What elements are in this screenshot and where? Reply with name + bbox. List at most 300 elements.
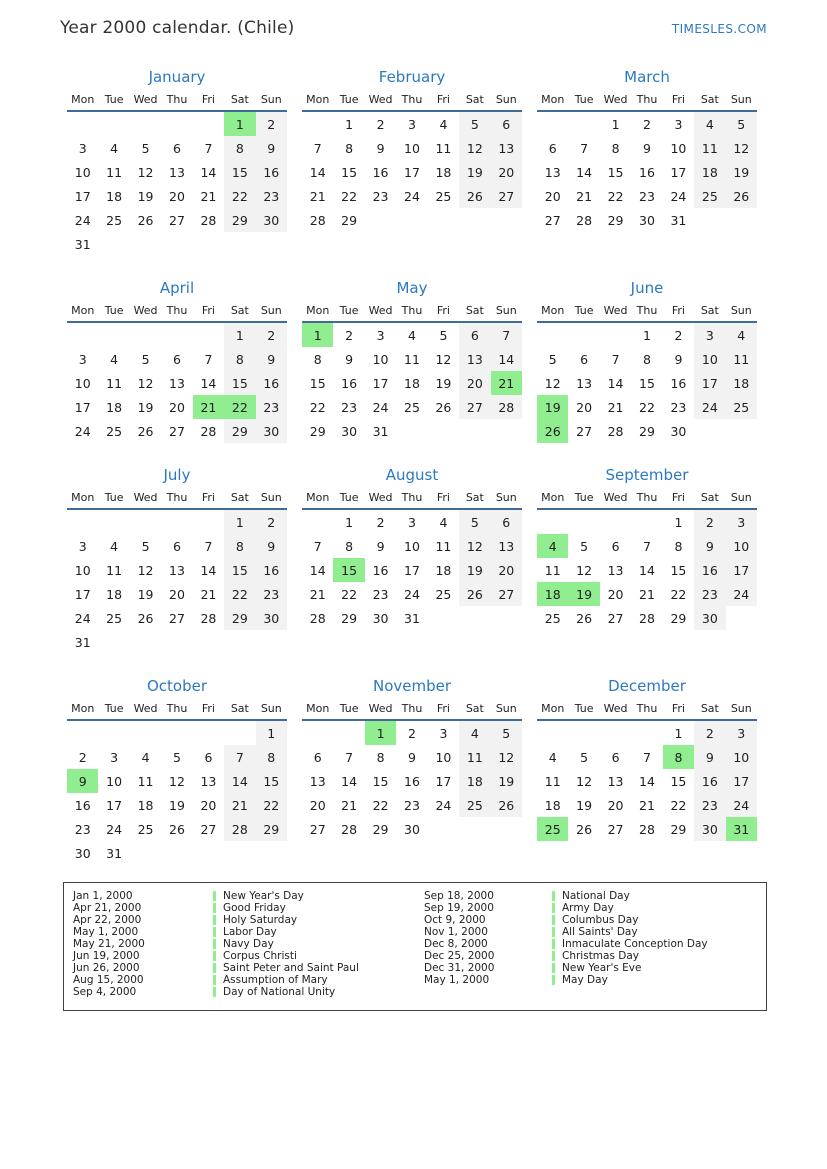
month-title: November — [372, 677, 452, 695]
empty-cell — [224, 630, 255, 654]
day-cell: 12 — [137, 375, 154, 391]
holiday-marker-bar — [552, 963, 555, 973]
month-title: December — [608, 677, 686, 695]
day-cell: 6 — [173, 140, 181, 156]
day-cell: 13 — [544, 164, 561, 180]
day-cell: 13 — [309, 773, 326, 789]
day-cell: 7 — [204, 351, 213, 367]
day-cell: 28 — [341, 821, 358, 837]
empty-cell — [130, 630, 161, 654]
day-cell: 24 — [435, 797, 452, 813]
holiday-marker-bar — [213, 987, 216, 997]
day-cell: 30 — [670, 423, 687, 439]
weekday-label: Mon — [71, 491, 95, 504]
holiday-day-cell: 18 — [537, 582, 568, 606]
legend-row — [73, 938, 424, 950]
day-cell: 21 — [341, 797, 358, 813]
legend-date: Sep 19, 2000 — [424, 902, 494, 914]
month-title: May — [396, 279, 428, 297]
holiday-day-cell: 9 — [67, 769, 98, 793]
empty-cell — [256, 232, 287, 256]
day-cell: 11 — [404, 351, 420, 367]
month-january — [67, 66, 287, 256]
day-cell: 16 — [256, 558, 287, 582]
day-cell: 9 — [643, 140, 651, 156]
empty-cell — [130, 232, 161, 256]
weeks-grid — [302, 510, 522, 630]
day-cell: 17 — [404, 562, 420, 578]
day-cell: 25 — [435, 188, 452, 204]
day-cell: 7 — [491, 323, 522, 347]
weekday-label: Sun — [260, 304, 282, 317]
day-cell: 17 — [670, 164, 687, 180]
day-cell: 24 — [670, 188, 687, 204]
weekday-label: Fri — [436, 702, 450, 715]
day-cell: 17 — [74, 188, 91, 204]
empty-cell — [161, 510, 192, 534]
day-cell: 21 — [639, 797, 655, 813]
day-cell: 2 — [376, 116, 385, 132]
day-cell: 17 — [74, 586, 91, 602]
day-cell: 24 — [74, 212, 91, 228]
day-cell: 5 — [548, 351, 557, 367]
weeks-grid — [67, 112, 287, 256]
weekday-label: Tue — [104, 702, 124, 715]
day-cell: 9 — [256, 347, 287, 371]
weekday-label: Sun — [260, 491, 282, 504]
empty-cell — [193, 510, 224, 534]
day-cell: 24 — [726, 793, 757, 817]
day-cell: 29 — [341, 610, 358, 626]
day-cell: 14 — [639, 562, 655, 578]
day-cell: 30 — [256, 606, 287, 630]
day-cell: 25 — [137, 821, 154, 837]
empty-cell — [130, 510, 161, 534]
page-title: Year 2000 calendar. (Chile) — [60, 18, 295, 38]
month-november — [302, 675, 522, 865]
day-cell: 15 — [639, 375, 655, 391]
day-cell: 24 — [74, 610, 91, 626]
empty-cell — [302, 510, 333, 534]
day-cell: 21 — [309, 586, 326, 602]
day-cell: 27 — [169, 610, 185, 626]
day-cell: 15 — [309, 375, 326, 391]
day-cell: 11 — [137, 773, 154, 789]
legend-date: Sep 4, 2000 — [73, 986, 137, 998]
day-cell: 27 — [309, 821, 326, 837]
weekday-label: Wed — [603, 491, 628, 504]
day-cell: 5 — [141, 140, 150, 156]
weekday-label: Fri — [671, 702, 685, 715]
day-cell: 5 — [459, 112, 490, 136]
day-cell: 10 — [74, 562, 91, 578]
holiday-marker-bar — [213, 939, 216, 949]
empty-cell — [98, 510, 129, 534]
legend-holiday-name: Navy Day — [223, 938, 274, 950]
day-cell: 15 — [224, 558, 255, 582]
day-cell: 4 — [110, 538, 119, 554]
day-cell: 8 — [345, 140, 354, 156]
day-cell: 23 — [404, 797, 420, 813]
holiday-marker-bar — [213, 891, 216, 901]
day-cell: 4 — [141, 749, 150, 765]
day-cell: 26 — [459, 582, 490, 606]
empty-cell — [568, 112, 599, 136]
holiday-marker-bar — [552, 903, 555, 913]
day-cell: 25 — [435, 586, 452, 602]
empty-cell — [67, 323, 98, 347]
legend-row — [73, 914, 424, 926]
day-cell: 1 — [674, 725, 683, 741]
day-cell: 22 — [670, 797, 687, 813]
day-cell: 26 — [169, 821, 185, 837]
empty-cell — [568, 510, 599, 534]
weekday-label: Fri — [671, 304, 685, 317]
legend-holiday-name: Day of National Unity — [223, 986, 336, 998]
day-cell: 20 — [169, 188, 185, 204]
day-cell: 4 — [110, 351, 119, 367]
month-june — [537, 277, 757, 443]
day-cell: 17 — [726, 769, 757, 793]
day-cell: 17 — [435, 773, 452, 789]
empty-cell — [161, 841, 192, 865]
legend-date: Jun 26, 2000 — [73, 962, 140, 974]
legend-date: May 21, 2000 — [73, 938, 145, 950]
holiday-marker-bar — [552, 939, 555, 949]
weekday-label: Sat — [465, 491, 484, 504]
day-cell: 14 — [309, 562, 326, 578]
day-cell: 5 — [580, 749, 589, 765]
empty-cell — [568, 323, 599, 347]
day-cell: 10 — [670, 140, 687, 156]
day-cell: 23 — [694, 582, 725, 606]
day-cell: 6 — [204, 749, 213, 765]
day-cell: 1 — [345, 514, 354, 530]
holiday-day-cell: 22 — [224, 395, 255, 419]
day-cell: 28 — [224, 817, 255, 841]
day-cell: 20 — [200, 797, 217, 813]
weekday-label: Fri — [436, 304, 450, 317]
brand-link[interactable]: TIMESLES.COM — [671, 22, 767, 36]
holiday-marker-bar — [213, 963, 216, 973]
day-cell: 20 — [576, 399, 593, 415]
empty-cell — [491, 419, 522, 443]
weeks-grid — [302, 323, 522, 443]
day-cell: 29 — [607, 212, 624, 228]
day-cell: 23 — [372, 188, 389, 204]
day-cell: 31 — [404, 610, 420, 626]
day-cell: 8 — [376, 749, 385, 765]
weekday-header — [302, 90, 522, 112]
day-cell: 5 — [439, 327, 448, 343]
day-cell: 11 — [106, 164, 123, 180]
day-cell: 15 — [256, 769, 287, 793]
day-cell: 25 — [694, 184, 725, 208]
legend-date: May 1, 2000 — [424, 974, 490, 986]
legend-holiday-name: New Year's Day — [223, 890, 304, 902]
day-cell: 11 — [435, 140, 452, 156]
legend-holiday-name: New Year's Eve — [562, 962, 642, 974]
empty-cell — [459, 817, 490, 841]
day-cell: 9 — [408, 749, 416, 765]
weekday-label: Tue — [574, 491, 594, 504]
day-cell: 16 — [694, 769, 725, 793]
day-cell: 13 — [491, 534, 522, 558]
day-cell: 10 — [726, 534, 757, 558]
weekday-label: Sat — [700, 304, 719, 317]
day-cell: 18 — [106, 188, 123, 204]
day-cell: 19 — [459, 558, 490, 582]
day-cell: 13 — [169, 562, 185, 578]
day-cell: 5 — [141, 538, 150, 554]
day-cell: 6 — [313, 749, 322, 765]
day-cell: 23 — [256, 582, 287, 606]
day-cell: 16 — [670, 375, 687, 391]
day-cell: 1 — [256, 721, 287, 745]
day-cell: 7 — [345, 749, 354, 765]
holiday-day-cell: 1 — [302, 323, 333, 347]
day-cell: 26 — [137, 212, 154, 228]
day-cell: 13 — [576, 375, 593, 391]
holiday-marker-bar — [213, 915, 216, 925]
day-cell: 25 — [106, 423, 123, 439]
empty-cell — [459, 208, 490, 232]
day-cell: 17 — [726, 558, 757, 582]
empty-cell — [600, 721, 631, 745]
empty-cell — [98, 112, 129, 136]
day-cell: 10 — [404, 538, 420, 554]
day-cell: 28 — [639, 821, 655, 837]
empty-cell — [98, 323, 129, 347]
day-cell: 12 — [459, 534, 490, 558]
day-cell: 15 — [372, 773, 389, 789]
day-cell: 12 — [576, 562, 593, 578]
weekday-label: Sat — [465, 93, 484, 106]
weekday-label: Fri — [201, 93, 215, 106]
day-cell: 18 — [404, 375, 420, 391]
weekday-label: Thu — [636, 93, 658, 106]
day-cell: 28 — [200, 610, 217, 626]
day-cell: 16 — [639, 164, 655, 180]
month-april — [67, 277, 287, 443]
day-cell: 12 — [459, 136, 490, 160]
day-cell: 16 — [694, 558, 725, 582]
legend-row — [73, 974, 424, 986]
day-cell: 14 — [200, 164, 217, 180]
day-cell: 17 — [404, 164, 420, 180]
day-cell: 5 — [173, 749, 181, 765]
empty-cell — [193, 112, 224, 136]
weekday-label: Sat — [700, 491, 719, 504]
day-cell: 16 — [404, 773, 420, 789]
weekday-label: Mon — [71, 304, 95, 317]
legend-date: Jan 1, 2000 — [73, 890, 133, 902]
day-cell: 23 — [256, 184, 287, 208]
empty-cell — [130, 841, 161, 865]
day-cell: 6 — [611, 749, 620, 765]
day-cell: 31 — [106, 845, 123, 861]
day-cell: 30 — [639, 212, 655, 228]
day-cell: 27 — [169, 212, 185, 228]
weekday-label: Tue — [574, 93, 594, 106]
day-cell: 1 — [224, 510, 255, 534]
day-cell: 7 — [611, 351, 620, 367]
day-cell: 26 — [137, 423, 154, 439]
day-cell: 19 — [137, 399, 154, 415]
day-cell: 24 — [372, 399, 389, 415]
day-cell: 4 — [726, 323, 757, 347]
day-cell: 28 — [491, 395, 522, 419]
weekday-label: Sun — [495, 491, 517, 504]
weekday-label: Fri — [201, 702, 215, 715]
day-cell: 10 — [694, 347, 725, 371]
day-cell: 19 — [576, 797, 593, 813]
day-cell: 25 — [544, 610, 561, 626]
day-cell: 4 — [694, 112, 725, 136]
day-cell: 8 — [224, 347, 255, 371]
day-cell: 29 — [309, 423, 326, 439]
day-cell: 6 — [173, 538, 181, 554]
day-cell: 29 — [639, 423, 655, 439]
day-cell: 21 — [200, 586, 217, 602]
day-cell: 24 — [74, 423, 91, 439]
day-cell: 23 — [74, 821, 91, 837]
month-october — [67, 675, 287, 865]
holiday-day-cell: 4 — [537, 534, 568, 558]
day-cell: 11 — [106, 375, 123, 391]
weekday-label: Thu — [166, 304, 188, 317]
page-header — [0, 18, 827, 38]
day-cell: 31 — [372, 423, 389, 439]
weeks-grid — [67, 721, 287, 865]
weekday-label: Wed — [368, 702, 393, 715]
weeks-grid — [537, 721, 757, 841]
weeks-grid — [537, 112, 757, 232]
legend-row — [73, 890, 424, 902]
legend-holiday-name: Labor Day — [223, 926, 277, 938]
day-cell: 7 — [204, 140, 213, 156]
day-cell: 13 — [607, 562, 624, 578]
day-cell: 15 — [670, 773, 687, 789]
day-cell: 25 — [726, 395, 757, 419]
day-cell: 26 — [576, 610, 593, 626]
day-cell: 7 — [224, 745, 255, 769]
weekday-label: Thu — [636, 304, 658, 317]
holidays-legend — [63, 882, 767, 1011]
day-cell: 20 — [459, 371, 490, 395]
day-cell: 2 — [345, 327, 354, 343]
legend-holiday-name: Good Friday — [223, 902, 286, 914]
day-cell: 9 — [674, 351, 683, 367]
weekday-label: Fri — [671, 93, 685, 106]
holiday-marker-bar — [552, 975, 555, 985]
weekday-label: Sat — [465, 304, 484, 317]
day-cell: 27 — [607, 821, 624, 837]
holiday-marker-bar — [552, 927, 555, 937]
holiday-day-cell: 26 — [537, 419, 568, 443]
day-cell: 14 — [639, 773, 655, 789]
day-cell: 19 — [137, 188, 154, 204]
day-cell: 25 — [459, 793, 490, 817]
holiday-marker-bar — [213, 975, 216, 985]
day-cell: 28 — [576, 212, 593, 228]
day-cell: 28 — [309, 212, 326, 228]
day-cell: 28 — [309, 610, 326, 626]
empty-cell — [67, 112, 98, 136]
month-title: March — [624, 68, 670, 86]
day-cell: 7 — [643, 538, 651, 554]
day-cell: 18 — [106, 399, 123, 415]
day-cell: 3 — [726, 721, 757, 745]
day-cell: 2 — [674, 327, 683, 343]
month-title: October — [146, 677, 208, 695]
day-cell: 23 — [670, 399, 687, 415]
day-cell: 4 — [548, 749, 557, 765]
day-cell: 26 — [491, 793, 522, 817]
legend-row — [424, 890, 766, 902]
day-cell: 2 — [643, 116, 651, 132]
weekday-label: Fri — [201, 491, 215, 504]
day-cell: 3 — [110, 749, 119, 765]
day-cell: 18 — [726, 371, 757, 395]
day-cell: 24 — [404, 586, 420, 602]
day-cell: 7 — [313, 140, 322, 156]
day-cell: 14 — [200, 375, 217, 391]
day-cell: 9 — [694, 745, 725, 769]
day-cell: 16 — [256, 160, 287, 184]
day-cell: 6 — [491, 112, 522, 136]
day-cell: 30 — [74, 845, 91, 861]
day-cell: 9 — [256, 136, 287, 160]
weekday-label: Sun — [260, 93, 282, 106]
empty-cell — [224, 232, 255, 256]
day-cell: 26 — [459, 184, 490, 208]
weekday-label: Mon — [306, 702, 330, 715]
holiday-marker-bar — [213, 951, 216, 961]
weekday-label: Sat — [700, 702, 719, 715]
day-cell: 3 — [78, 140, 87, 156]
holiday-day-cell: 8 — [663, 745, 694, 769]
empty-cell — [224, 721, 255, 745]
day-cell: 20 — [309, 797, 326, 813]
day-cell: 31 — [670, 212, 687, 228]
empty-cell — [600, 510, 631, 534]
day-cell: 27 — [491, 184, 522, 208]
weekday-label: Sat — [230, 491, 249, 504]
day-cell: 12 — [726, 136, 757, 160]
day-cell: 2 — [256, 510, 287, 534]
weekday-label: Tue — [574, 702, 594, 715]
day-cell: 15 — [224, 371, 255, 395]
empty-cell — [193, 841, 224, 865]
day-cell: 22 — [341, 188, 358, 204]
weekday-label: Mon — [541, 93, 565, 106]
month-september — [537, 464, 757, 654]
empty-cell — [694, 208, 725, 232]
day-cell: 17 — [74, 399, 91, 415]
weekday-header — [67, 301, 287, 323]
day-cell: 1 — [224, 323, 255, 347]
legend-row — [73, 926, 424, 938]
weekday-label: Fri — [436, 491, 450, 504]
day-cell: 25 — [106, 610, 123, 626]
weekday-label: Sun — [730, 304, 752, 317]
day-cell: 8 — [313, 351, 322, 367]
day-cell: 5 — [491, 721, 522, 745]
weekday-header — [67, 488, 287, 510]
day-cell: 22 — [670, 586, 687, 602]
legend-row — [424, 950, 766, 962]
